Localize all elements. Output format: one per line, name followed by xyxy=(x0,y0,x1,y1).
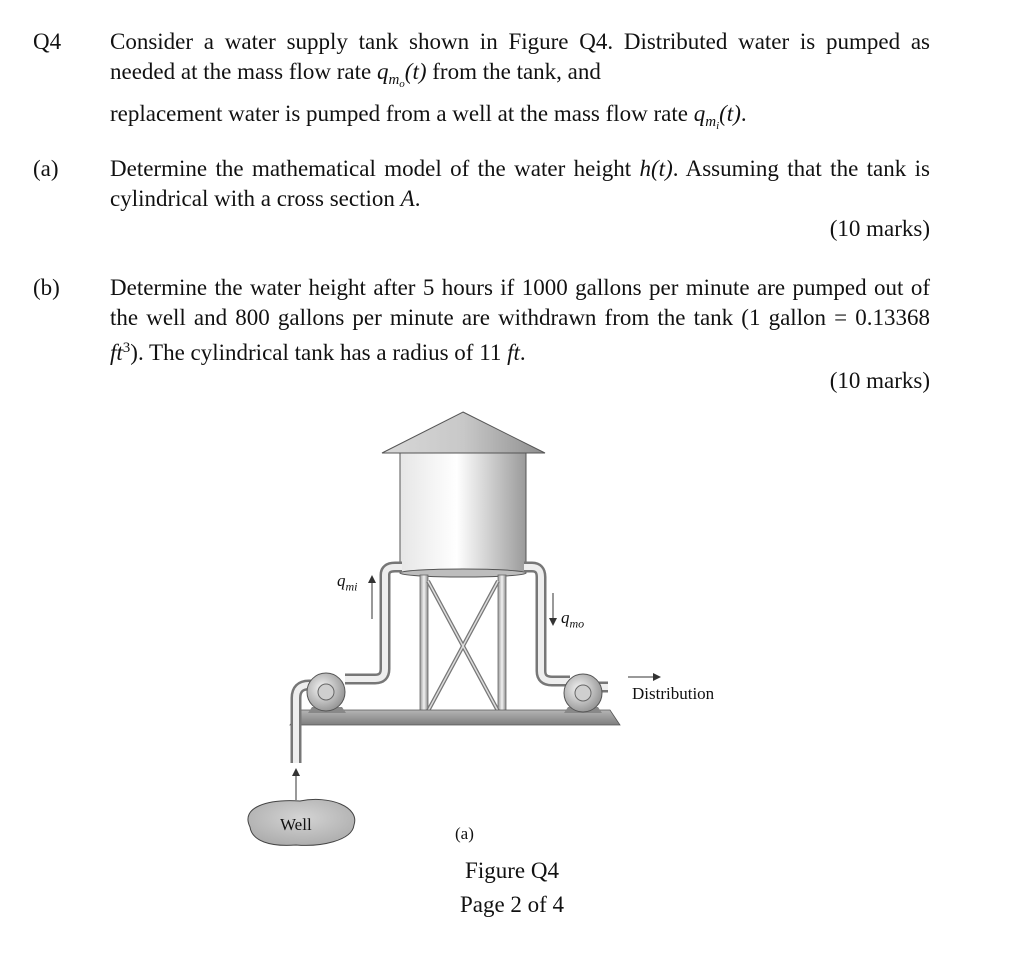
part-a-text-1: Determine the mathematical model of the water height xyxy=(110,156,640,181)
tank-roof xyxy=(382,412,545,453)
part-a-text-3: . xyxy=(414,186,421,211)
part-a-label: (a) xyxy=(33,156,59,181)
figure-sub-label: (a) xyxy=(455,824,474,843)
part-b-text-2: ). The cylindrical tank has a radius of 11 xyxy=(130,340,508,365)
part-b-text-1: Determine the water height after 5 hours if 1000 gallons per minute are pumped out of the well and 800 gallons per minute are withdrawn from the tank (1 gallon = 0.13368 xyxy=(110,275,930,330)
tank-leg-right xyxy=(498,575,506,717)
label-qmo: $q_{mo}$ xyxy=(561,608,585,631)
tank-body xyxy=(400,453,526,573)
question-intro: Consider a water supply tank shown in Figure Q4. Distributed water is pumped as needed at the mass flow rate $q_{m_o}(t)$ from the tank, and replacement water is pumped from a well at the mass flow rate $q_{m_i}(t)$. xyxy=(110,29,930,132)
water-tower-diagram xyxy=(0,395,1024,855)
part-b-text xyxy=(110,273,930,368)
outlet-pump xyxy=(564,674,602,713)
figure-caption: Figure Q4 xyxy=(465,858,559,883)
math-qmo: $q_{m_o}(t)$ xyxy=(376,59,427,90)
math-ft: $ft^3$ xyxy=(110,340,131,365)
label-well: Well xyxy=(280,815,312,834)
tank-leg-left xyxy=(420,575,428,717)
math-A: A xyxy=(400,186,415,211)
math-h: h(t) xyxy=(639,156,673,181)
page-number: Page 2 of 4 xyxy=(459,892,565,917)
math-qmi: $q_{m_i}(t)$ xyxy=(693,101,741,132)
part-b-marks: (10 marks) xyxy=(829,368,930,393)
math-ft2: ft xyxy=(507,340,520,365)
label-qmi: $q_{mi}$ xyxy=(337,571,358,594)
part-a-text xyxy=(110,154,930,214)
part-a-text-2: . Assuming that the tank is cylindrical with a cross section xyxy=(110,156,930,211)
question-number: Q4 xyxy=(33,29,62,54)
part-a-marks: (10 marks) xyxy=(829,216,930,241)
inlet-pump xyxy=(307,673,346,713)
water-tower-figure xyxy=(0,395,1024,855)
label-distribution: Distribution xyxy=(632,684,715,703)
part-b-label: (b) xyxy=(33,275,60,300)
part-b-text-3: . xyxy=(519,340,526,365)
